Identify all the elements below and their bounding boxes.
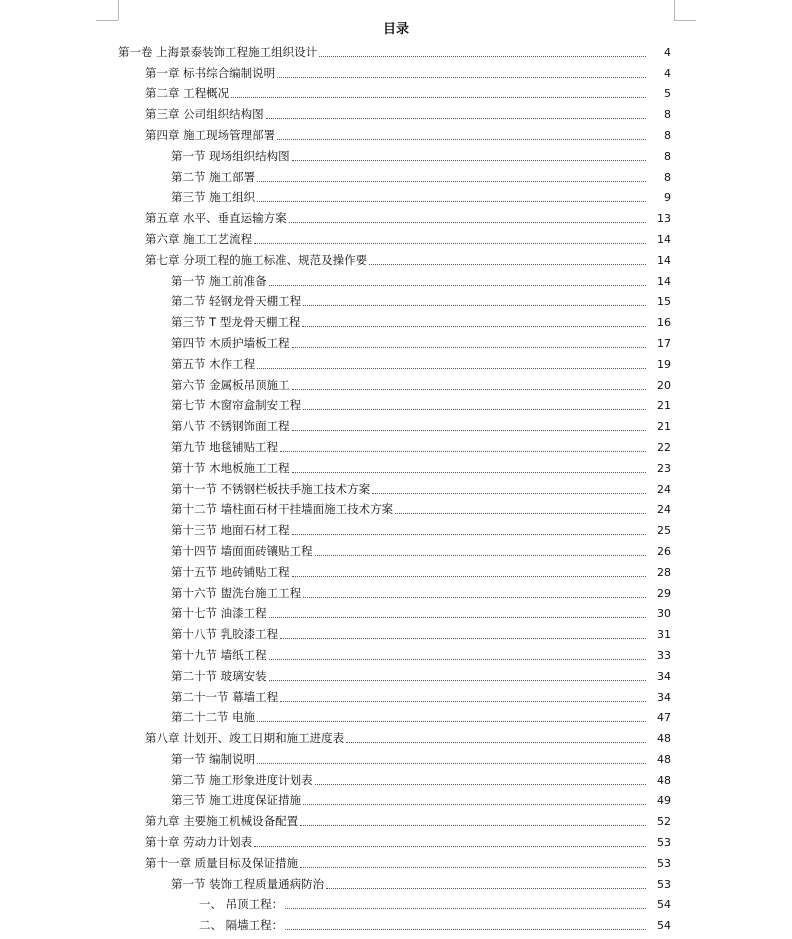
toc-entry[interactable] (0, 769, 792, 790)
toc-page-number: 34 (657, 669, 671, 683)
dot-leader (315, 554, 646, 556)
crop-mark-right-vertical (674, 0, 675, 20)
toc-entry[interactable] (0, 540, 792, 561)
dot-leader (369, 263, 646, 265)
toc-entry-text: 第十九节 墙纸工程 (171, 647, 267, 662)
toc-entry[interactable] (0, 41, 792, 62)
toc-entry[interactable] (0, 207, 792, 228)
dot-leader (254, 242, 646, 244)
toc-page-number: 5 (664, 87, 671, 101)
toc-entry-text: 第二节 轻钢龙骨天棚工程 (171, 294, 302, 309)
toc-page-number: 14 (657, 274, 671, 288)
crop-mark-left-vertical (118, 0, 119, 20)
dot-leader (303, 596, 646, 598)
dot-leader (372, 492, 646, 494)
toc-page-number: 20 (657, 378, 671, 392)
toc-entry-text: 第四节 木质护墙板工程 (171, 335, 290, 350)
toc-page-number: 47 (657, 711, 671, 725)
toc-entry[interactable] (0, 249, 792, 270)
toc-page-number: 54 (657, 898, 671, 912)
toc-page-number: 53 (657, 877, 671, 891)
dot-leader (289, 221, 646, 223)
toc-entry-text: 第十一节 不锈钢栏板扶手施工技术方案 (171, 481, 371, 496)
dot-leader (292, 429, 646, 431)
toc-entry-text: 第十节 木地板施工工程 (171, 460, 290, 475)
dot-leader (285, 928, 646, 930)
toc-entry-text: 第八章 计划开、竣工日期和施工进度表 (145, 731, 345, 746)
toc-entry-text: 第十一章 质量目标及保证措施 (145, 855, 299, 870)
dot-leader (257, 180, 646, 182)
toc-entry[interactable] (0, 623, 792, 644)
toc-entry-text: 第五章 水平、垂直运输方案 (145, 211, 287, 226)
toc-page-number: 22 (657, 440, 671, 454)
toc-entry[interactable] (0, 457, 792, 478)
toc-page-number: 21 (657, 399, 671, 413)
dot-leader (254, 845, 646, 847)
toc-page-number: 30 (657, 607, 671, 621)
toc-entry-text: 第六节 金属板吊顶施工 (171, 377, 290, 392)
toc-entry[interactable] (0, 894, 792, 915)
toc-page-number: 15 (657, 295, 671, 309)
toc-page-number: 23 (657, 461, 671, 475)
dot-leader (346, 741, 646, 743)
toc-entry[interactable] (0, 519, 792, 540)
toc-entry[interactable] (0, 83, 792, 104)
dot-leader (285, 907, 646, 909)
toc-entry[interactable] (0, 810, 792, 831)
toc-entry-text: 一、 吊顶工程： (199, 897, 284, 912)
toc-entry-text: 第六章 施工工艺流程 (145, 231, 253, 246)
toc-entry-text: 第七章 分项工程的施工标准、规范及操作要 (145, 252, 368, 267)
toc-entry[interactable] (0, 707, 792, 728)
toc-entry[interactable] (0, 374, 792, 395)
toc-entry[interactable] (0, 395, 792, 416)
toc-entry-text: 第二十二节 电施 (171, 710, 256, 725)
toc-page-number: 9 (664, 191, 671, 205)
toc-list (0, 41, 792, 935)
toc-page-number: 24 (657, 482, 671, 496)
toc-page-number: 19 (657, 357, 671, 371)
toc-entry[interactable] (0, 353, 792, 374)
dot-leader (315, 783, 646, 785)
toc-entry[interactable] (0, 665, 792, 686)
toc-entry-text: 第三章 公司组织结构图 (145, 107, 264, 122)
toc-entry[interactable] (0, 478, 792, 499)
dot-leader (292, 159, 646, 161)
toc-entry[interactable] (0, 831, 792, 852)
toc-entry-text: 第十七节 油漆工程 (171, 606, 267, 621)
toc-entry[interactable] (0, 166, 792, 187)
toc-entry[interactable] (0, 852, 792, 873)
dot-leader (326, 887, 646, 889)
toc-page-number: 21 (657, 420, 671, 434)
dot-leader (319, 55, 646, 57)
toc-page-number: 48 (657, 752, 671, 766)
toc-page-number: 16 (657, 316, 671, 330)
toc-entry[interactable] (0, 103, 792, 124)
toc-entry-text: 第九节 地毯铺贴工程 (171, 439, 279, 454)
toc-page-number: 26 (657, 544, 671, 558)
toc-page-number: 4 (664, 45, 671, 59)
toc-entry-text: 第二章 工程概况 (145, 86, 230, 101)
dot-leader (292, 346, 646, 348)
toc-entry[interactable] (0, 124, 792, 145)
toc-entry[interactable] (0, 561, 792, 582)
toc-entry[interactable] (0, 291, 792, 312)
dot-leader (269, 284, 646, 286)
toc-entry[interactable] (0, 748, 792, 769)
toc-entry[interactable] (0, 62, 792, 83)
toc-entry-text: 第二节 施工部署 (171, 169, 256, 184)
dot-leader (303, 408, 646, 410)
dot-leader (266, 117, 646, 119)
toc-entry[interactable] (0, 436, 792, 457)
toc-page-number: 14 (657, 253, 671, 267)
toc-page-number: 53 (657, 856, 671, 870)
toc-page-number: 24 (657, 503, 671, 517)
toc-entry[interactable] (0, 914, 792, 935)
toc-entry-text: 第二节 施工形象进度计划表 (171, 772, 313, 787)
toc-entry[interactable] (0, 145, 792, 166)
dot-leader (257, 720, 646, 722)
toc-page-number: 34 (657, 690, 671, 704)
toc-entry-text: 第十二节 墙柱面石材干挂墙面施工技术方案 (171, 502, 394, 517)
dot-leader (302, 325, 646, 327)
toc-entry[interactable] (0, 873, 792, 894)
dot-leader (257, 200, 646, 202)
toc-page-number: 14 (657, 232, 671, 246)
toc-page-number: 52 (657, 815, 671, 829)
toc-page-number: 29 (657, 586, 671, 600)
toc-entry[interactable] (0, 311, 792, 332)
toc-entry[interactable] (0, 270, 792, 291)
toc-entry-text: 第十八节 乳胶漆工程 (171, 627, 279, 642)
toc-entry[interactable] (0, 790, 792, 811)
dot-leader (280, 637, 646, 639)
toc-page-number: 8 (664, 149, 671, 163)
dot-leader (300, 824, 646, 826)
toc-entry-text: 第一节 编制说明 (171, 751, 256, 766)
dot-leader (269, 658, 646, 660)
toc-page-number: 8 (664, 128, 671, 142)
toc-entry-text: 第八节 不锈钢饰面工程 (171, 419, 290, 434)
toc-entry-text: 第三节 T 型龙骨天棚工程 (171, 315, 301, 330)
toc-entry[interactable] (0, 187, 792, 208)
toc-entry-text: 第十五节 地砖铺贴工程 (171, 564, 290, 579)
toc-page-number: 49 (657, 794, 671, 808)
toc-entry-text: 第一节 装饰工程质量通病防治 (171, 876, 325, 891)
dot-leader (280, 450, 646, 452)
dot-leader (280, 700, 646, 702)
toc-page-number: 48 (657, 732, 671, 746)
toc-page-number: 17 (657, 336, 671, 350)
toc-entry-text: 第十四节 墙面面砖镶贴工程 (171, 543, 313, 558)
dot-leader (231, 96, 646, 98)
toc-entry-text: 第三节 施工组织 (171, 190, 256, 205)
toc-page-number: 8 (664, 108, 671, 122)
toc-entry-text: 第十三节 地面石材工程 (171, 523, 290, 538)
dot-leader (395, 512, 646, 514)
toc-entry-text: 第十六节 盥洗台施工工程 (171, 585, 302, 600)
toc-entry-text: 第一章 标书综合编制说明 (145, 65, 276, 80)
toc-page-number: 54 (657, 919, 671, 933)
toc-entry-text: 第一卷 上海景泰装饰工程施工组织设计 (118, 44, 318, 59)
toc-entry[interactable] (0, 228, 792, 249)
toc-entry[interactable] (0, 415, 792, 436)
dot-leader (277, 138, 646, 140)
toc-entry-text: 二、 隔墙工程： (199, 918, 284, 933)
toc-entry-text: 第四章 施工现场管理部署 (145, 127, 276, 142)
toc-page-number: 8 (664, 170, 671, 184)
toc-page-number: 4 (664, 66, 671, 80)
toc-page-number: 31 (657, 628, 671, 642)
dot-leader (303, 304, 646, 306)
dot-leader (269, 679, 646, 681)
dot-leader (257, 367, 646, 369)
dot-leader (292, 388, 646, 390)
toc-page-number: 33 (657, 648, 671, 662)
toc-entry[interactable] (0, 727, 792, 748)
dot-leader (292, 533, 646, 535)
toc-page-number: 48 (657, 773, 671, 787)
toc-entry-text: 第一节 施工前准备 (171, 273, 267, 288)
toc-entry-text: 第七节 木窗帘盒制安工程 (171, 398, 302, 413)
dot-leader (269, 616, 646, 618)
toc-entry-text: 第十章 劳动力计划表 (145, 835, 253, 850)
dot-leader (257, 762, 646, 764)
dot-leader (300, 866, 646, 868)
toc-entry[interactable] (0, 582, 792, 603)
toc-entry-text: 第九章 主要施工机械设备配置 (145, 814, 299, 829)
toc-page-number: 13 (657, 212, 671, 226)
dot-leader (277, 76, 646, 78)
toc-entry[interactable] (0, 332, 792, 353)
toc-entry-text: 第二十一节 幕墙工程 (171, 689, 279, 704)
toc-entry[interactable] (0, 603, 792, 624)
toc-entry-text: 第二十节 玻璃安装 (171, 668, 267, 683)
toc-page-number: 53 (657, 836, 671, 850)
toc-page-number: 28 (657, 565, 671, 579)
toc-entry[interactable] (0, 644, 792, 665)
dot-leader (303, 803, 646, 805)
toc-entry[interactable] (0, 686, 792, 707)
toc-entry[interactable] (0, 499, 792, 520)
dot-leader (292, 471, 646, 473)
toc-title: 目录 (382, 22, 409, 37)
toc-entry-text: 第三节 施工进度保证措施 (171, 793, 302, 808)
toc-entry-text: 第五节 木作工程 (171, 356, 256, 371)
dot-leader (292, 575, 646, 577)
toc-entry-text: 第一节 现场组织结构图 (171, 148, 290, 163)
toc-page-number: 25 (657, 524, 671, 538)
